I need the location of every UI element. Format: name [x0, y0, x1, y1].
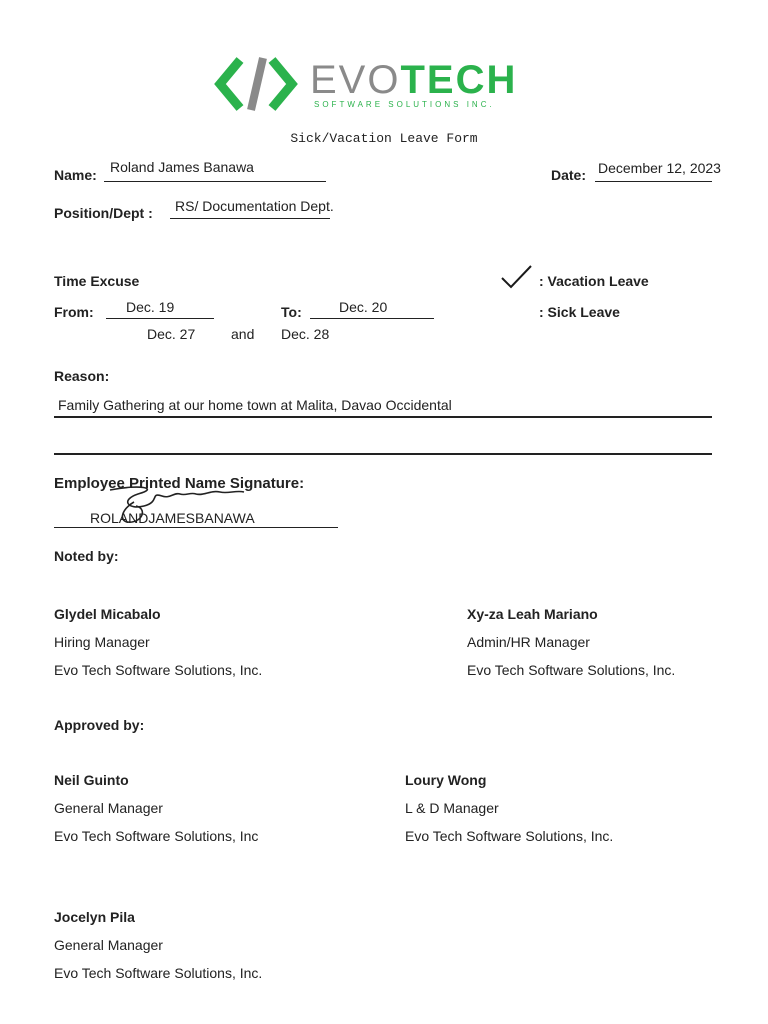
person-title: L & D Manager: [405, 800, 499, 816]
employee-printed-name: ROLANDJAMESBANAWA: [90, 510, 255, 526]
reason-text: Family Gathering at our home town at Malita, Davao Occidental: [58, 397, 452, 413]
date-label: Date:: [551, 167, 587, 183]
person-title: Admin/HR Manager: [467, 634, 590, 650]
position-value: RS/ Documentation Dept.: [175, 198, 334, 214]
to-value: Dec. 20: [339, 299, 388, 315]
person-name: Glydel Micabalo: [54, 606, 161, 622]
to-underline: [310, 318, 434, 319]
and-text: and: [231, 326, 255, 342]
name-label: Name:: [54, 167, 97, 183]
person-name: Loury Wong: [405, 772, 487, 788]
employee-signature-line: [54, 527, 338, 528]
person-company: Evo Tech Software Solutions, Inc.: [405, 828, 614, 844]
person-name: Neil Guinto: [54, 772, 129, 788]
person-company: Evo Tech Software Solutions, Inc.: [54, 965, 263, 981]
name-value: Roland James Banawa: [110, 159, 254, 175]
logo-wordmark: [310, 58, 517, 103]
person-company: Evo Tech Software Solutions, Inc.: [54, 662, 263, 678]
person-name: Xy-za Leah Mariano: [467, 606, 598, 622]
time-excuse-title: Time Excuse: [54, 273, 140, 289]
person-title: General Manager: [54, 937, 163, 953]
date-underline: [595, 181, 712, 182]
from-value: Dec. 19: [126, 299, 175, 315]
position-underline: [170, 218, 330, 219]
to-label: To:: [281, 304, 302, 320]
vacation-leave-label: : Vacation Leave: [539, 273, 649, 289]
noted-by-label: Noted by:: [54, 548, 119, 564]
from-label: From:: [54, 304, 94, 320]
logo-tagline: SOFTWARE SOLUTIONS INC.: [314, 100, 495, 109]
reason-label: Reason:: [54, 368, 110, 384]
logo-word-evo: EVO: [310, 58, 401, 102]
form-title: Sick/Vacation Leave Form: [290, 131, 478, 146]
person-company: Evo Tech Software Solutions, Inc.: [467, 662, 676, 678]
person-name: Jocelyn Pila: [54, 909, 135, 925]
position-label: Position/Dept :: [54, 205, 153, 221]
company-logo: [214, 52, 554, 114]
person-title: Hiring Manager: [54, 634, 150, 650]
second-to-value: Dec. 28: [281, 326, 330, 342]
from-underline: [106, 318, 214, 319]
checkmark-icon: [500, 264, 534, 290]
approved-by-label: Approved by:: [54, 717, 145, 733]
date-value: December 12, 2023: [598, 160, 721, 176]
reason-line-1: [54, 416, 712, 418]
reason-line-2: [54, 453, 712, 455]
person-company: Evo Tech Software Solutions, Inc: [54, 828, 259, 844]
employee-signature-label: Employee Printed Name Signature:: [54, 475, 305, 492]
second-from-value: Dec. 27: [147, 326, 196, 342]
person-title: General Manager: [54, 800, 163, 816]
logo-word-tech: TECH: [400, 58, 518, 102]
name-underline: [104, 181, 326, 182]
sick-leave-label: : Sick Leave: [539, 304, 620, 320]
code-brackets-icon: [214, 54, 304, 114]
